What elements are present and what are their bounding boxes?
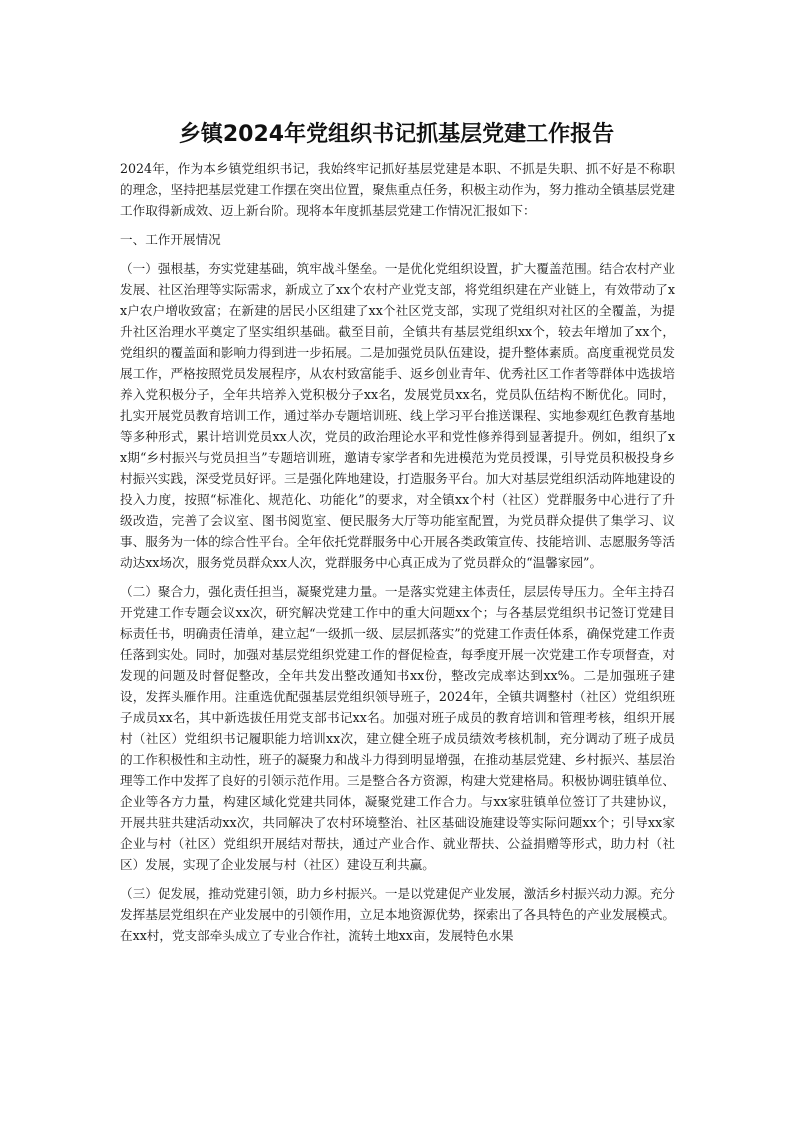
body-paragraph-2: （二）聚合力，强化责任担当，凝聚党建力量。一是落实党建主体责任，层层传导压力。全年主持召开党建工作专题会议xx次，研究解决党建工作中的重大问题xx个；与各基层党组织书记签订党建目标责任书，明确责任清单，建立起“一级抓一级、层层抓落实”的党建工作责任体系，确保党建工作责任落到实处。同时，加强对基层党组织党建工作的督促检查，每季度开展一次党建工作专项督查，对发现的问题及时督促整改，全年共发出整改通知书xx份，整改完成率达到xx%。二是加强班子建设，发挥头雁作用。注重选优配强基层党组织领导班子，2024年，全镇共调整村（社区）党组织班子成员xx名，其中新选拔任用党支部书记xx名。加强对班子成员的教育培训和管理考核，组织开展村（社区）党组织书记履职能力培训xx次，建立健全班子成员绩效考核机制，充分调动了班子成员的工作积极性和主动性，班子的凝聚力和战斗力得到明显增强，在推动基层党建、乡村振兴、基层治理等工作中发挥了良好的引领示范作用。三是整合各方资源，构建大党建格局。积极协调驻镇单位、企业等各方力量，构建区域化党建共同体，凝聚党建工作合力。与xx家驻镇单位签订了共建协议，开展共驻共建活动xx次，共同解决了农村环境整治、社区基础设施建设等实际问题xx个；引导xx家企业与村（社区）党组织开展结对帮扶，通过产业合作、就业帮扶、公益捐赠等形式，助力村（社区）发展，实现了企业发展与村（社区）建设互利共赢。 xyxy=(120,584,675,872)
body-paragraph-3: （三）促发展，推动党建引领，助力乡村振兴。一是以党建促产业发展，激活乡村振兴动力源。充分发挥基层党组织在产业发展中的引领作用，立足本地资源优势，探索出了各具特色的产业发展模式。在xx村，党支部牵头成立了专业合作社，流转土地xx亩，发展特色水果 xyxy=(120,886,675,943)
intro-paragraph: 2024年，作为本乡镇党组织书记，我始终牢记抓好基层党建是本职、不抓是失职、抓不好是不称职的理念，坚持把基层党建工作摆在突出位置，聚焦重点任务，积极主动作为，努力推动全镇基层党建工作取得新成效、迈上新台阶。现将本年度抓基层党建工作情况汇报如下： xyxy=(120,161,675,218)
section-heading: 一、工作开展情况 xyxy=(120,232,221,247)
document-body xyxy=(120,158,675,954)
body-paragraph-1: （一）强根基，夯实党建基础，筑牢战斗堡垒。一是优化党组织设置，扩大覆盖范围。结合农村产业发展、社区治理等实际需求，新成立了xx个农村产业党支部，将党组织建在产业链上，有效带动了xx户农户增收致富；在新建的居民小区组建了xx个社区党支部，实现了党组织对社区的全覆盖，为提升社区治理水平奠定了坚实组织基础。截至目前，全镇共有基层党组织xx个，较去年增加了xx个，党组织的覆盖面和影响力得到进一步拓展。二是加强党员队伍建设，提升整体素质。高度重视党员发展工作，严格按照党员发展程序，从农村致富能手、返乡创业青年、优秀社区工作者等群体中选拔培养入党积极分子，全年共培养入党积极分子xx名，发展党员xx名，党员队伍结构不断优化。同时，扎实开展党员教育培训工作，通过举办专题培训班、线上学习平台推送课程、实地参观红色教育基地等多种形式，累计培训党员xx人次，党员的政治理论水平和党性修养得到显著提升。例如，组织了xx期“乡村振兴与党员担当”专题培训班，邀请专家学者和先进模范为党员授课，引导党员积极投身乡村振兴实践，深受党员好评。三是强化阵地建设，打造服务平台。加大对基层党组织活动阵地建设的投入力度，按照“标准化、规范化、功能化”的要求，对全镇xx个村（社区）党群服务中心进行了升级改造，完善了会议室、图书阅览室、便民服务大厅等功能室配置，为党员群众提供了集学习、议事、服务为一体的综合性平台。全年依托党群服务中心开展各类政策宣传、技能培训、志愿服务等活动达xx场次，服务党员群众xx人次，党群服务中心真正成为了党员群众的“温馨家园”。 xyxy=(120,261,675,570)
document-title: 乡镇2024年党组织书记抓基层党建工作报告 xyxy=(178,122,615,147)
